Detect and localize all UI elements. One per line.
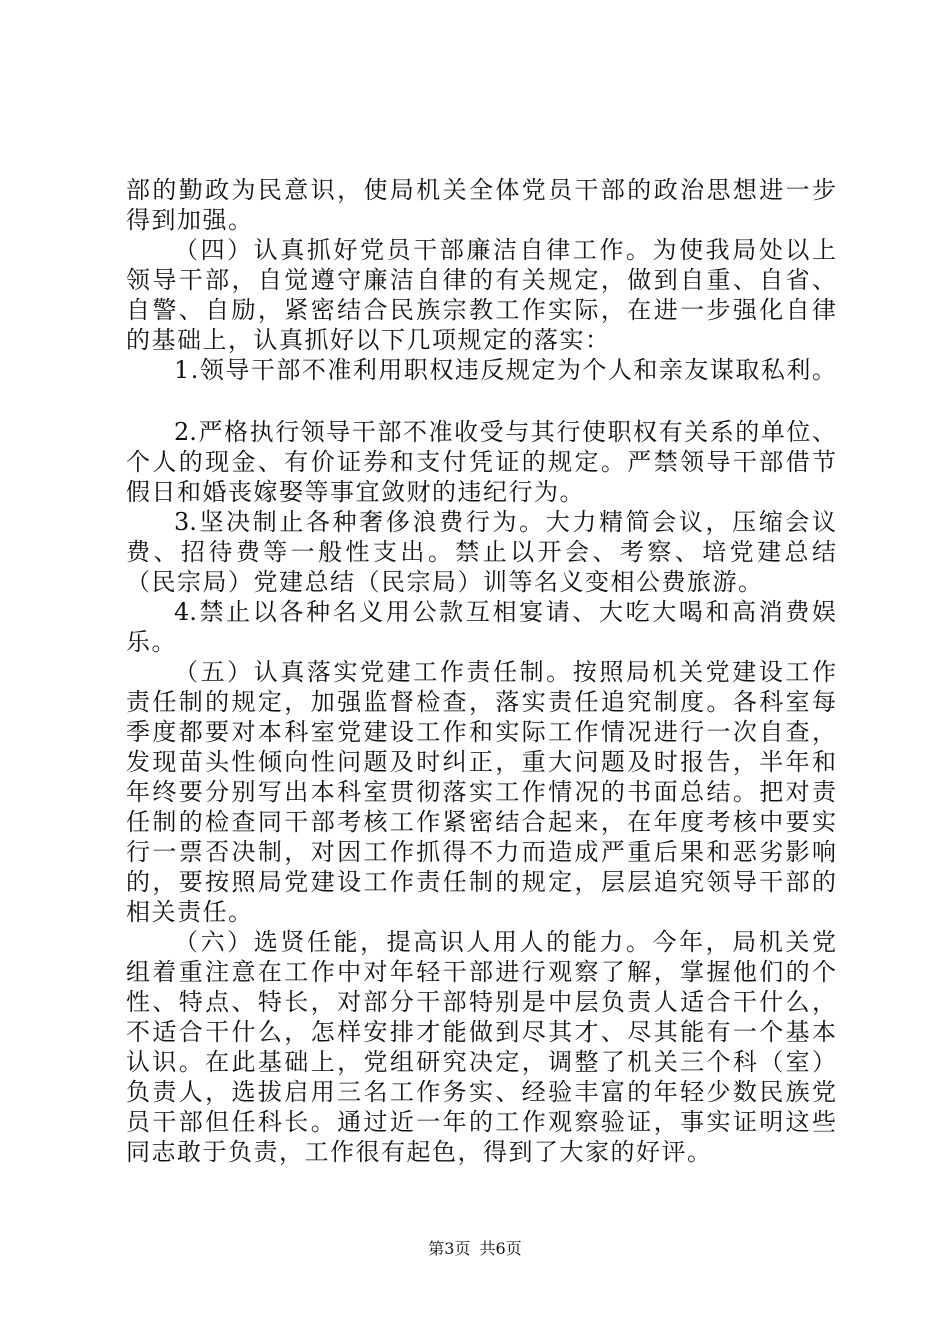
text-line: 同志敢于负责，工作很有起色，得到了大家的好评。 <box>126 1138 713 1166</box>
text-line: 性、特点、特长，对部分干部特别是中层负责人适合干什么， <box>126 988 836 1016</box>
page-footer <box>0 1239 950 1259</box>
list-item-1: 1.领导干部不准利用职权违反规定为个人和亲友谋取私利。 <box>174 356 838 384</box>
blank-gap <box>126 385 836 417</box>
text-line: 领导干部，自觉遵守廉洁自律的有关规定，做到自重、自省、 <box>126 266 836 294</box>
text-line: 责任制的规定，加强监督检查，落实责任追究制度。各科室每 <box>126 688 836 716</box>
text-line: 得到加强。 <box>126 206 254 234</box>
text-line: 不适合干什么，怎样安排才能做到尽其才、尽其能有一个基本 <box>126 1018 836 1046</box>
text-line: 个人的现金、有价证券和支付凭证的规定。严禁领导干部借节 <box>126 448 836 476</box>
text-line: 自警、自励，紧密结合民族宗教工作实际，在进一步强化自律 <box>126 296 836 324</box>
section-heading-6: （六）选贤任能，提高识人用人的能力。今年，局机关党 <box>174 928 836 956</box>
text-line: 相关责任。 <box>126 898 254 926</box>
text-line: 发现苗头性倾向性问题及时纠正，重大问题及时报告，半年和 <box>126 748 836 776</box>
text-line: 乐。 <box>126 628 177 656</box>
page-number: 第3页 <box>428 1239 471 1258</box>
text-line: （民宗局）党建总结（民宗局）训等名义变相公费旅游。 <box>126 568 764 596</box>
list-item-2: 2.严格执行领导干部不准收受与其行使职权有关系的单位、 <box>174 418 836 446</box>
body-text <box>126 175 836 1167</box>
text-line: 员干部但任科长。通过近一年的工作观察验证，事实证明这些 <box>126 1108 836 1136</box>
text-line: 费、招待费等一般性支出。禁止以开会、考察、培党建总结 <box>126 538 836 566</box>
text-line: 认识。在此基础上，党组研究决定，调整了机关三个科（室） <box>126 1048 836 1076</box>
text-line: 的，要按照局党建设工作责任制的规定，层层追究领导干部的 <box>126 868 836 896</box>
text-line: 组着重注意在工作中对年轻干部进行观察了解，掌握他们的个 <box>126 958 836 986</box>
text-line: 负责人，选拔启用三名工作务实、经验丰富的年轻少数民族党 <box>126 1078 836 1106</box>
section-heading-5: （五）认真落实党建工作责任制。按照局机关党建设工作 <box>174 658 836 686</box>
section-heading-4: （四）认真抓好党员干部廉洁自律工作。为使我局处以上 <box>174 236 836 264</box>
text-line: 假日和婚丧嫁娶等事宜敛财的违纪行为。 <box>126 478 585 506</box>
page-total: 共6页 <box>479 1239 522 1258</box>
text-line: 季度都要对本科室党建设工作和实际工作情况进行一次自查， <box>126 718 836 746</box>
text-line: 的基础上，认真抓好以下几项规定的落实： <box>126 326 611 354</box>
text-line: 年终要分别写出本科室贯彻落实工作情况的书面总结。把对责 <box>126 778 836 806</box>
list-item-3: 3.坚决制止各种奢侈浪费行为。大力精简会议，压缩会议 <box>174 508 836 536</box>
list-item-4: 4.禁止以各种名义用公款互相宴请、大吃大喝和高消费娱 <box>174 598 836 626</box>
text-line: 任制的检查同干部考核工作紧密结合起来，在年度考核中要实 <box>126 808 836 836</box>
text-line: 行一票否决制，对因工作抓得不力而造成严重后果和恶劣影响 <box>126 838 836 866</box>
text-line: 部的勤政为民意识，使局机关全体党员干部的政治思想进一步 <box>126 176 836 204</box>
